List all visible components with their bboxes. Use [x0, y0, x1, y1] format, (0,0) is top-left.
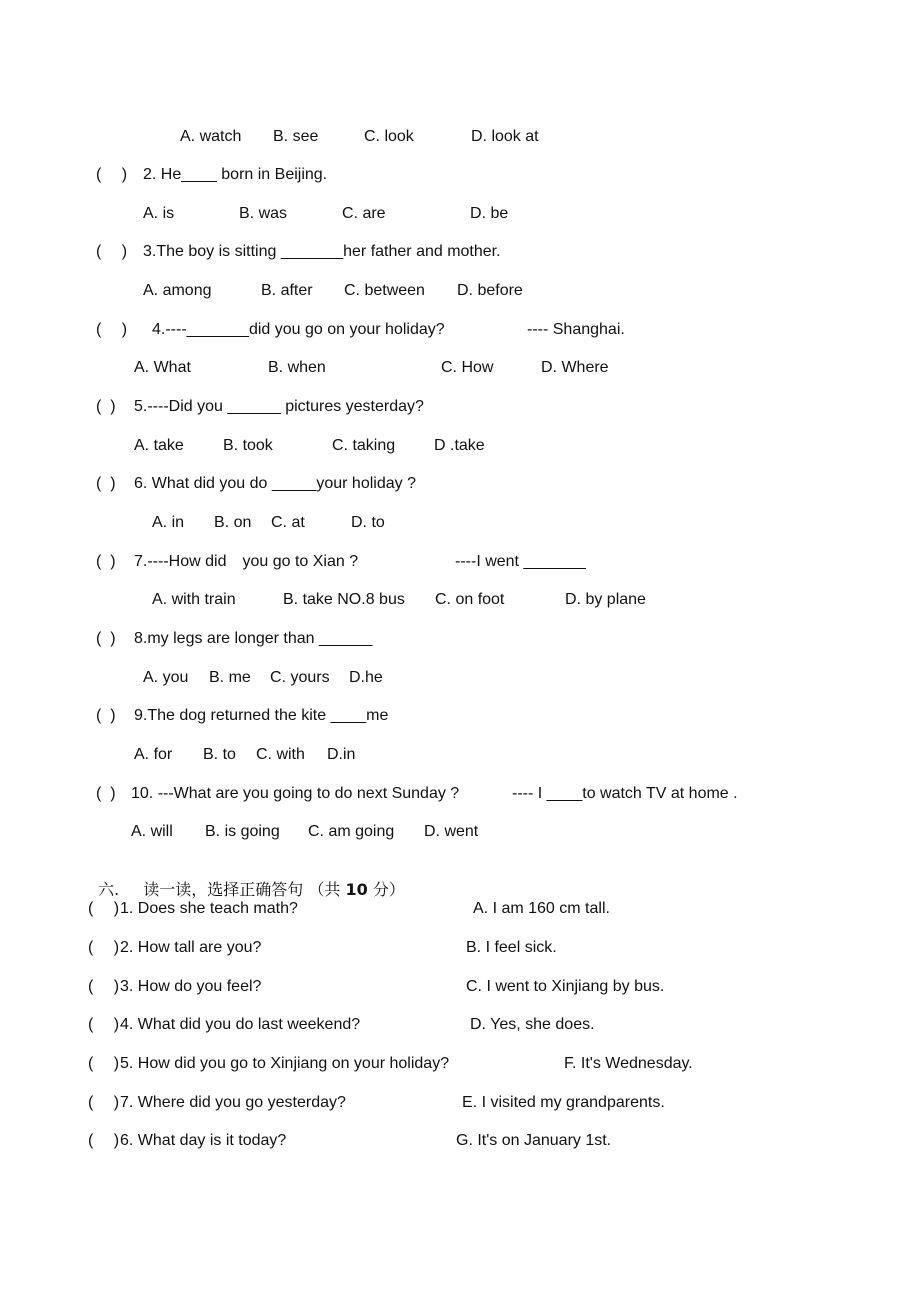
question-text: 3.The boy is sitting _______her father and mother. — [143, 243, 501, 260]
q7-option-b: B. take NO.8 bus — [283, 591, 405, 608]
match-question: 1. Does she teach math? — [120, 900, 298, 917]
match-question: 7. Where did you go yesterday? — [120, 1094, 346, 1111]
q4-option-c: C. How — [441, 359, 494, 376]
match-answer: G. It's on January 1st. — [456, 1132, 612, 1149]
q9-option-c: C. with — [256, 746, 305, 763]
match-question: 6. What day is it today? — [120, 1132, 287, 1149]
section-6-heading — [88, 860, 405, 900]
section-title-suffix: 分） — [372, 880, 405, 899]
answer-paren: ( ) — [96, 398, 116, 415]
answer-paren: ( ) — [88, 1055, 120, 1072]
answer-paren: ( ) — [96, 243, 128, 260]
q7-option-a: A. with train — [152, 591, 236, 608]
match-answer: D. Yes, she does. — [470, 1016, 595, 1033]
q10-option-b: B. is going — [205, 823, 280, 840]
q1-option-b: B. see — [273, 128, 319, 145]
q9-option-a: A. for — [134, 746, 173, 763]
q1-option-d: D. look at — [471, 128, 539, 145]
match-answer: A. I am 160 cm tall. — [473, 900, 610, 917]
answer-paren: ( ) — [88, 1094, 120, 1111]
question-text: 6. What did you do _____your holiday ? — [134, 475, 416, 492]
q6-option-d: D. to — [351, 514, 385, 531]
match-question: 5. How did you go to Xinjiang on your holiday? — [120, 1055, 450, 1072]
q10-option-c: C. am going — [308, 823, 395, 840]
q7-option-c: C. on foot — [435, 591, 505, 608]
q3-option-a: A. among — [143, 282, 212, 299]
q9-option-b: B. to — [203, 746, 236, 763]
match-question: 2. How tall are you? — [120, 939, 262, 956]
q5-option-b: B. took — [223, 437, 273, 454]
answer-paren: ( ) — [88, 939, 120, 956]
q5-option-d: D .take — [434, 437, 485, 454]
q2-option-a: A. is — [143, 205, 175, 222]
q2-option-d: D. be — [470, 205, 509, 222]
question-text: 10. ---What are you going to do next Sunday ? — [131, 785, 460, 802]
q3-option-d: D. before — [457, 282, 523, 299]
section-score: 10 — [345, 880, 368, 899]
section-title: 读一读，选择正确答句 （共 — [143, 880, 341, 899]
section-number: 六. — [98, 880, 120, 899]
answer-paren: ( ) — [96, 321, 128, 338]
q8-option-d: D.he — [349, 669, 383, 686]
answer-paren: ( ) — [96, 166, 128, 183]
question-text: 2. He____ born in Beijing. — [143, 166, 328, 183]
answer-paren: ( ) — [96, 707, 116, 724]
question-answer: ---- I ____to watch TV at home . — [512, 785, 738, 802]
question-text: 8.my legs are longer than ______ — [134, 630, 373, 647]
q3-option-c: C. between — [344, 282, 425, 299]
answer-paren: ( ) — [88, 1016, 120, 1033]
question-answer: ---- Shanghai. — [527, 321, 625, 338]
q4-option-a: A. What — [134, 359, 191, 376]
q10-option-a: A. will — [131, 823, 173, 840]
q6-option-b: B. on — [214, 514, 252, 531]
q5-option-a: A. take — [134, 437, 184, 454]
question-answer: ----I went _______ — [455, 553, 586, 570]
q3-option-b: B. after — [261, 282, 313, 299]
question-text: 4.----_______did you go on your holiday? — [152, 321, 445, 338]
answer-paren: ( ) — [96, 785, 116, 802]
question-text: 5.----Did you ______ pictures yesterday? — [134, 398, 424, 415]
question-text: 9.The dog returned the kite ____me — [134, 707, 389, 724]
q10-option-d: D. went — [424, 823, 479, 840]
q8-option-c: C. yours — [270, 669, 330, 686]
q6-option-a: A. in — [152, 514, 185, 531]
q1-option-c: C. look — [364, 128, 414, 145]
answer-paren: ( ) — [88, 1132, 120, 1149]
q4-option-b: B. when — [268, 359, 326, 376]
match-question: 3. How do you feel? — [120, 978, 262, 995]
answer-paren: ( ) — [88, 900, 120, 917]
match-answer: B. I feel sick. — [466, 939, 557, 956]
q9-option-d: D.in — [327, 746, 356, 763]
q8-option-a: A. you — [143, 669, 189, 686]
match-answer: F. It's Wednesday. — [564, 1055, 693, 1072]
match-answer: C. I went to Xinjiang by bus. — [466, 978, 665, 995]
question-text: 7.----How did you go to Xian ? — [134, 553, 359, 570]
answer-paren: ( ) — [96, 553, 116, 570]
q2-option-b: B. was — [239, 205, 288, 222]
match-answer: E. I visited my grandparents. — [462, 1094, 665, 1111]
q8-option-b: B. me — [209, 669, 251, 686]
q2-option-c: C. are — [342, 205, 386, 222]
q1-option-a: A. watch — [180, 128, 242, 145]
answer-paren: ( ) — [88, 978, 120, 995]
q4-option-d: D. Where — [541, 359, 609, 376]
q5-option-c: C. taking — [332, 437, 396, 454]
answer-paren: ( ) — [96, 630, 116, 647]
q7-option-d: D. by plane — [565, 591, 646, 608]
match-question: 4. What did you do last weekend? — [120, 1016, 361, 1033]
answer-paren: ( ) — [96, 475, 116, 492]
q6-option-c: C. at — [271, 514, 305, 531]
